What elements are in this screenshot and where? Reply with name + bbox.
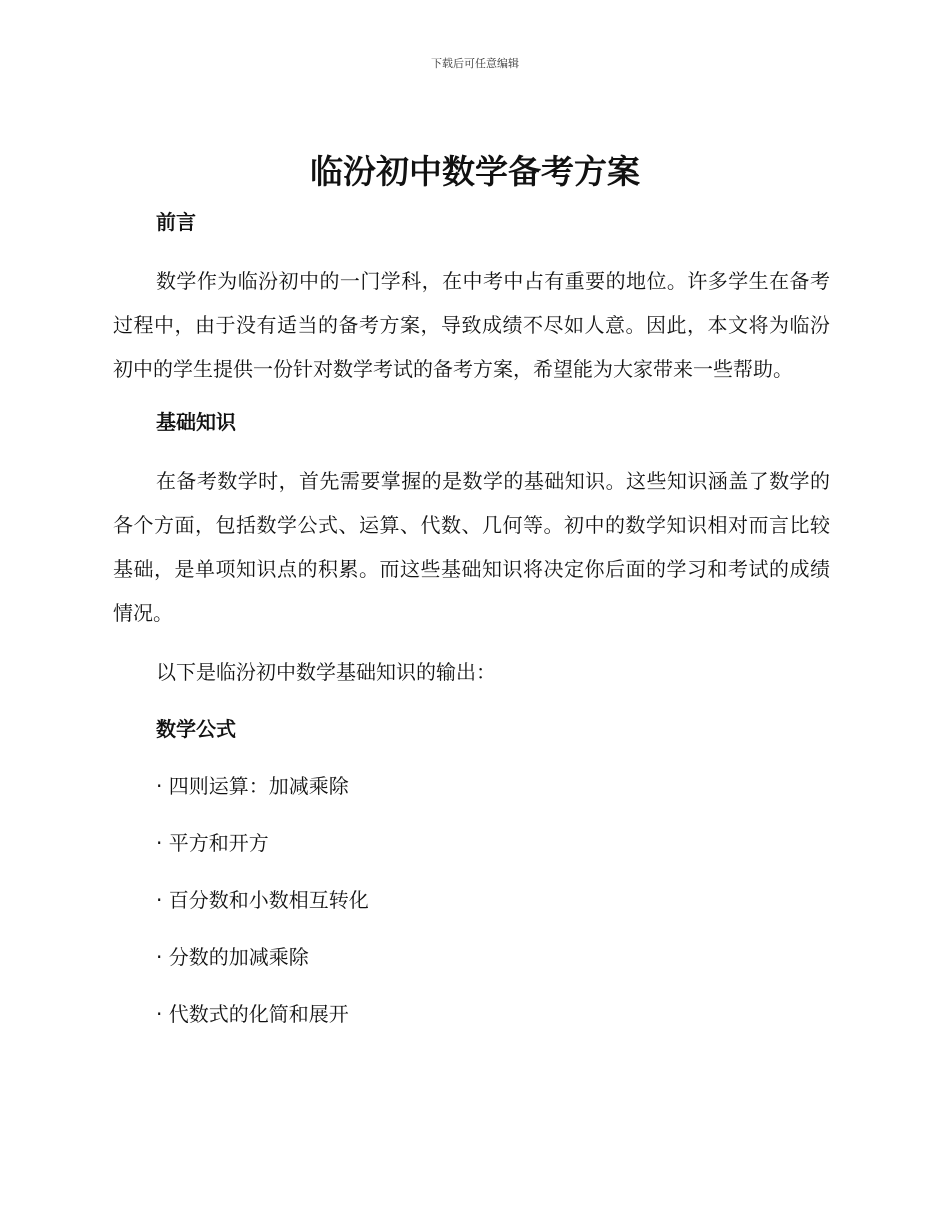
list-item: · 分数的加减乘除 — [156, 945, 309, 969]
list-item: · 百分数和小数相互转化 — [156, 888, 369, 912]
paragraph-basics-intro: 以下是临汾初中数学基础知识的输出： — [156, 660, 496, 684]
section-heading-preface: 前言 — [156, 210, 196, 234]
document-title: 临汾初中数学备考方案 — [310, 152, 640, 191]
list-item: · 四则运算：加减乘除 — [156, 774, 349, 798]
list-item: · 平方和开方 — [156, 831, 269, 855]
document-body — [113, 205, 830, 1031]
list-item: · 代数式的化简和展开 — [156, 1002, 349, 1026]
paragraph-preface: 数学作为临汾初中的一门学科，在中考中占有重要的地位。许多学生在备考过程中，由于没有适当的备考方案，导致成绩不尽如人意。因此，本文将为临汾初中的学生提供一份针对数学考试的备考方案，希望能为大家带来一些帮助。 — [113, 269, 830, 381]
paragraph-basics: 在备考数学时，首先需要掌握的是数学的基础知识。这些知识涵盖了数学的各个方面，包括数学公式、运算、代数、几何等。初中的数学知识相对而言比较基础，是单项知识点的积累。而这些基础知识将决定你后面的学习和考试的成绩情况。 — [113, 469, 830, 625]
section-heading-basics: 基础知识 — [156, 410, 236, 434]
header-note: 下载后可任意编辑 — [431, 57, 519, 70]
section-heading-formulas: 数学公式 — [156, 717, 236, 741]
